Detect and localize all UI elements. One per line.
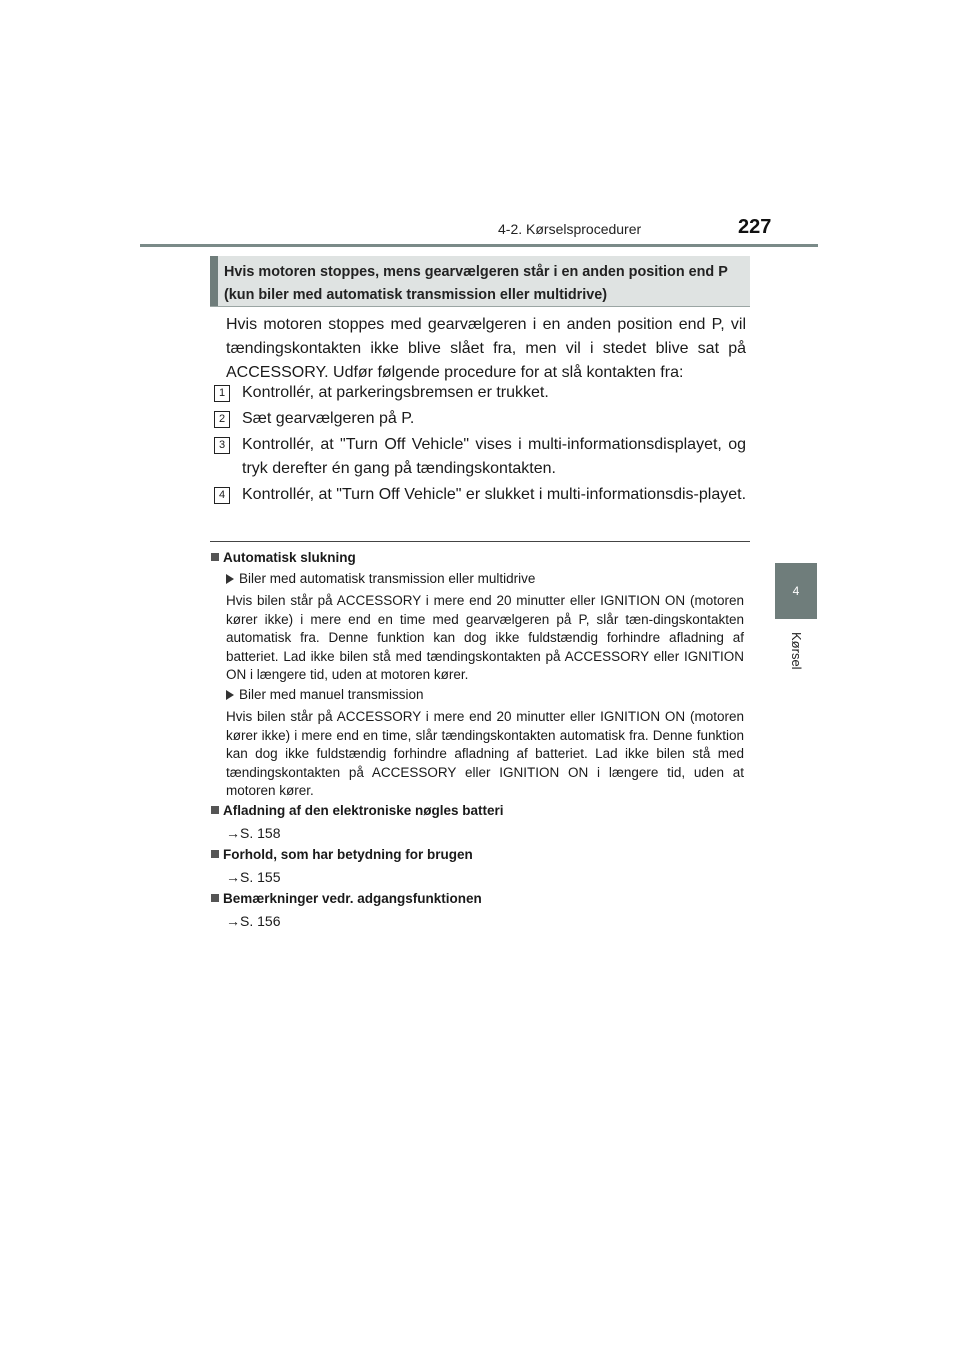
note-heading: [211, 890, 746, 908]
square-bullet-icon: [211, 894, 219, 902]
square-bullet-icon: [211, 850, 219, 858]
callout-accent-bar: [210, 256, 218, 306]
step-number-box: 3: [214, 437, 230, 454]
step-text: Kontrollér, at parkeringsbremsen er trukket.: [242, 384, 549, 401]
step-text: Sæt gearvælgeren på P.: [242, 410, 415, 427]
page-reference-link[interactable]: →S. 155: [226, 869, 281, 885]
note-heading: [211, 846, 746, 864]
note-heading: [211, 802, 746, 820]
step-number-box: 1: [214, 385, 230, 402]
header-rule: [140, 244, 818, 247]
triangle-bullet-icon: [226, 690, 234, 700]
subheading-text: Biler med automatisk transmission eller multidrive: [239, 571, 536, 586]
step-number-box: 2: [214, 411, 230, 428]
note-title: Automatisk slukning: [223, 550, 356, 565]
subheading: [226, 686, 424, 704]
header-section-title: 4-2. Kørselsprocedurer: [498, 221, 642, 237]
step-text: Kontrollér, at "Turn Off Vehicle" er slukket i multi-informationsdis-playet.: [242, 486, 747, 503]
step-text: Kontrollér, at "Turn Off Vehicle" vises i multi-informationsdisplayet, og tryk derefter én gang på tændingskontakten.: [242, 436, 746, 477]
note-title: Bemærkninger vedr. adgangsfunktionen: [223, 891, 482, 906]
note-paragraph: Hvis bilen står på ACCESSORY i mere end 20 minutter eller IGNITION ON (motoren kører ikke) i mere end en time, slår tændingskontakten automatisk fra. Denne funktion kan dog ikke fuldstændig forhindre afladning af batteriet. Lad ikke bilen stå med tændingskontakten på ACCESSORY eller IGNITION ON i længere tid, uden at motoren kører.: [226, 709, 744, 798]
triangle-bullet-icon: [226, 574, 234, 584]
square-bullet-icon: [211, 553, 219, 561]
step-number-box: 4: [214, 487, 230, 504]
callout-box: [210, 256, 750, 307]
note-title: Afladning af den elektroniske nøgles batteri: [223, 803, 504, 818]
page-number: 227: [738, 216, 772, 238]
chapter-tab[interactable]: 4: [775, 563, 817, 619]
note-paragraph: Hvis bilen står på ACCESSORY i mere end 20 minutter eller IGNITION ON (motoren kører ikke) i mere end en time med gearvælgeren på P, slår tæn-dingskontakten automatisk fra. Denne funktion kan dog ikke fuldstændig forhindre afladning af batteriet. Lad ikke bilen stå med tændingskontakten på ACCESSORY eller IGNITION ON i længere tid, uden at motoren kører.: [226, 593, 744, 682]
note-heading: [211, 549, 746, 567]
intro-paragraph: Hvis motoren stoppes med gearvælgeren i en anden position end P, vil tændingskontakten ikke blive slået fra, men vil i stedet blive sat på ACCESSORY. Udfør følgende procedure for at slå kontakten fra:: [226, 316, 746, 381]
subheading: [226, 570, 535, 588]
page-reference-link[interactable]: →S. 158: [226, 825, 281, 841]
callout-title: Hvis motoren stoppes, mens gearvælgeren står i en anden position end P (kun biler med automatisk transmission eller multidrive): [224, 264, 728, 303]
note-title: Forhold, som har betydning for brugen: [223, 847, 473, 862]
square-bullet-icon: [211, 806, 219, 814]
page-reference-link[interactable]: →S. 156: [226, 913, 281, 929]
chapter-tab-label: Kørsel: [789, 632, 804, 670]
subheading-text: Biler med manuel transmission: [239, 687, 424, 702]
section-divider: [210, 541, 750, 542]
